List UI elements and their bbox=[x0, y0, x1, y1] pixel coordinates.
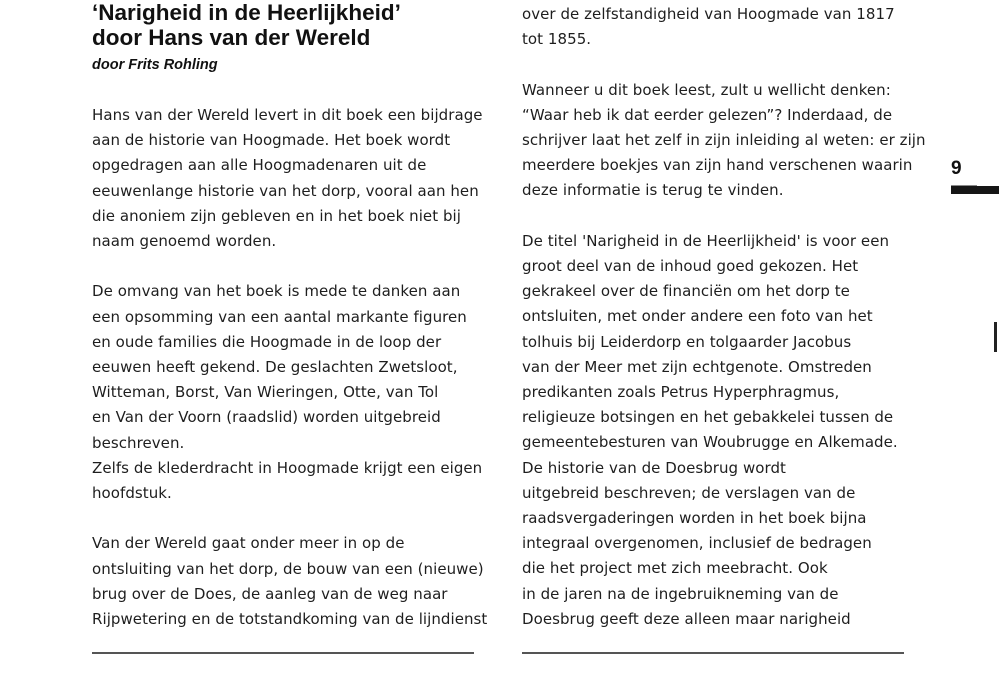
text-line: eeuwen heeft gekend. De geslachten Zwetsloot, bbox=[92, 358, 458, 376]
text-line: meerdere boekjes van zijn hand verschenen waarin bbox=[522, 156, 913, 175]
text-line: van der Meer met zijn echtgenote. Omstreden bbox=[522, 357, 872, 376]
text-line: De historie van de Doesbrug wordt bbox=[522, 458, 786, 477]
text-line: Doesbrug geeft deze alleen maar narigheid bbox=[522, 609, 851, 628]
text-line: aan de historie van Hoogmade. Het boek wordt bbox=[92, 131, 451, 150]
text-line: Wanneer u dit boek leest, zult u wellicht denken: bbox=[522, 80, 891, 99]
text-line: ontsluiten, met onder andere een foto van het bbox=[522, 307, 873, 326]
text-line: hoofdstuk. bbox=[92, 484, 172, 502]
text-line: over de zelfstandigheid van Hoogmade van 1817 bbox=[522, 5, 895, 23]
page-tab bbox=[951, 186, 999, 194]
text-line: religieuze botsingen en het gebakkelei tussen de bbox=[522, 408, 894, 427]
text-line: deze informatie is terug te vinden. bbox=[522, 181, 784, 200]
text-line: De titel 'Narigheid in de Heerlijkheid' is voor een bbox=[522, 231, 890, 250]
text-line: integraal overgenomen, inclusief de bedragen bbox=[522, 534, 872, 553]
text-line: die anoniem zijn gebleven en in het boek niet bij bbox=[92, 206, 461, 225]
text-line: opgedragen aan alle Hoogmadenaren uit de bbox=[92, 156, 427, 175]
text-line: tot 1855. bbox=[522, 30, 592, 49]
text-line: raadsvergaderingen worden in het boek bijna bbox=[522, 509, 867, 527]
article-title-line-1: ‘Narigheid in de Heerlijkheid’ bbox=[92, 0, 401, 25]
text-line: eeuwenlange historie van het dorp, vooral aan hen bbox=[92, 181, 479, 200]
text-line: naam genoemd worden. bbox=[92, 232, 277, 250]
text-line: die het project met zich meebracht. Ook bbox=[522, 559, 828, 578]
text-line: ontsluiting van het dorp, de bouw van een (nieuwe) bbox=[92, 559, 484, 578]
text-line: en Van der Voorn (raadslid) worden uitgebreid bbox=[92, 408, 441, 427]
text-line: gekrakeel over de financiën om het dorp te bbox=[522, 282, 850, 301]
text-line: tolhuis bij Leiderdorp en tolgaarder Jacobus bbox=[522, 332, 852, 351]
right-column-bottom-rule bbox=[522, 652, 904, 654]
page-number: 9 bbox=[951, 158, 962, 179]
text-line: beschreven. bbox=[92, 433, 185, 452]
text-line: De omvang van het boek is mede te danken aan bbox=[92, 282, 461, 301]
page-edge-mark bbox=[994, 322, 997, 352]
text-line: groot deel van de inhoud goed gekozen. Het bbox=[522, 257, 859, 275]
text-line: in de jaren na de ingebruikneming van de bbox=[522, 584, 839, 603]
text-line: Zelfs de klederdracht in Hoogmade krijgt een eigen bbox=[92, 458, 483, 477]
article-title-line-2: door Hans van der Wereld bbox=[92, 25, 371, 50]
article-byline: door Frits Rohling bbox=[92, 57, 218, 73]
text-line: “Waar heb ik dat eerder gelezen”? Inderdaad, de bbox=[522, 105, 893, 124]
text-line: uitgebreid beschreven; de verslagen van de bbox=[522, 483, 856, 502]
text-line: predikanten zoals Petrus Hyperphragmus, bbox=[522, 383, 840, 401]
text-line: een opsomming van een aantal markante figuren bbox=[92, 307, 467, 326]
text-line: brug over de Does, de aanleg van de weg naar bbox=[92, 584, 448, 603]
text-line: Rijpwetering en de totstandkoming van de lijndienst bbox=[92, 610, 488, 628]
text-line: gemeentebesturen van Woubrugge en Alkemade. bbox=[522, 433, 898, 452]
text-line: en oude families die Hoogmade in de loop der bbox=[92, 332, 442, 351]
left-column-bottom-rule bbox=[92, 652, 474, 654]
text-line: Witteman, Borst, Van Wieringen, Otte, van Tol bbox=[92, 383, 439, 402]
text-line: Hans van der Wereld levert in dit boek een bijdrage bbox=[92, 106, 483, 124]
text-line: Van der Wereld gaat onder meer in op de bbox=[92, 534, 405, 553]
text-line: schrijver laat het zelf in zijn inleiding al weten: er zijn bbox=[522, 131, 926, 149]
